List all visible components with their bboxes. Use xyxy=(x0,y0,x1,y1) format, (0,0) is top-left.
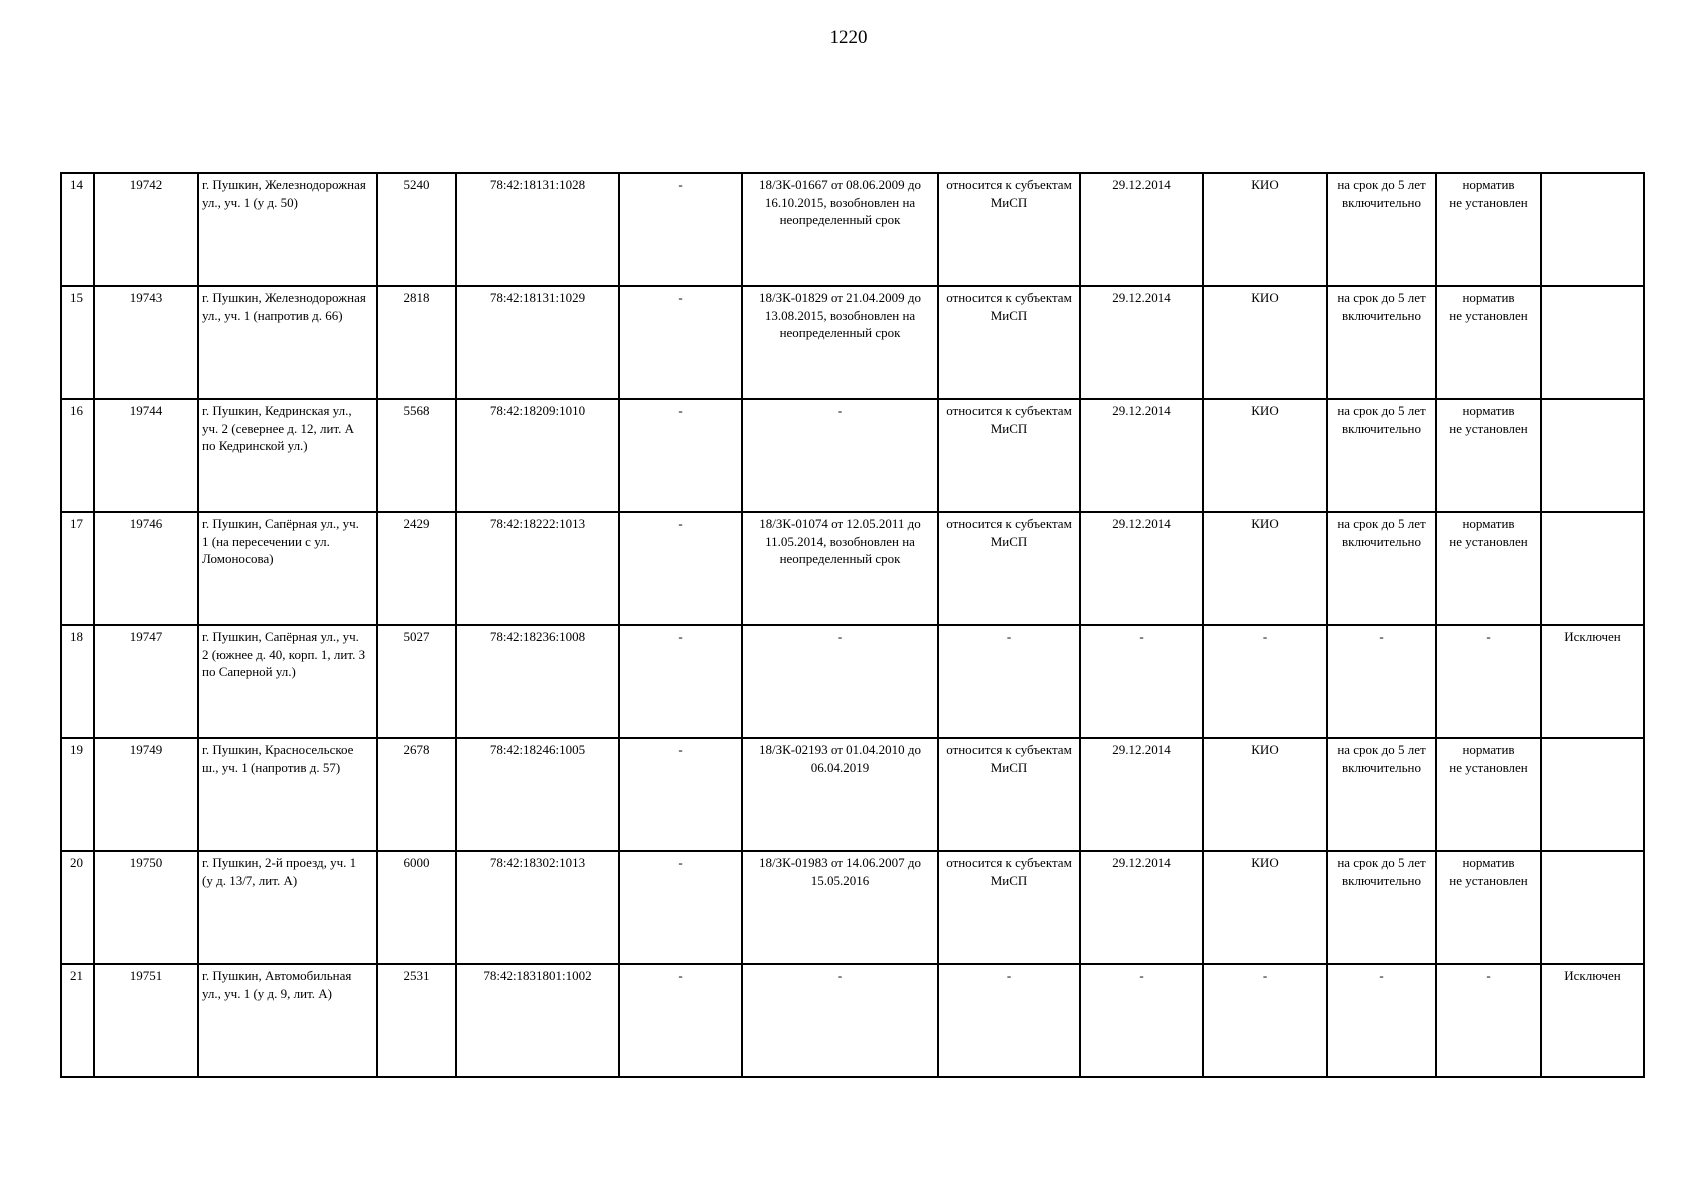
row-number-cell: 19 xyxy=(61,738,94,851)
note-cell xyxy=(1541,738,1644,851)
date-cell: - xyxy=(1080,625,1203,738)
date-cell: 29.12.2014 xyxy=(1080,173,1203,286)
note-cell xyxy=(1541,851,1644,964)
area-cell: 5027 xyxy=(377,625,456,738)
note-cell: Исключен xyxy=(1541,625,1644,738)
row-number-cell: 21 xyxy=(61,964,94,1077)
norm-cell: норматив не установлен xyxy=(1436,851,1541,964)
cadastral-number-cell: 78:42:18209:1010 xyxy=(456,399,619,512)
date-cell: - xyxy=(1080,964,1203,1077)
row-number-cell: 20 xyxy=(61,851,94,964)
object-id-cell: 19743 xyxy=(94,286,198,399)
area-cell: 6000 xyxy=(377,851,456,964)
norm-cell: норматив не установлен xyxy=(1436,173,1541,286)
table-row xyxy=(61,173,1644,286)
authority-cell: КИО xyxy=(1203,851,1327,964)
cadastral-number-cell: 78:42:1831801:1002 xyxy=(456,964,619,1077)
lease-agreement-cell: 18/ЗК-02193 от 01.04.2010 до 06.04.2019 xyxy=(742,738,938,851)
category-cell: относится к субъектам МиСП xyxy=(938,512,1080,625)
address-cell: г. Пушкин, Железнодорожная ул., уч. 1 (напротив д. 66) xyxy=(198,286,377,399)
date-cell: 29.12.2014 xyxy=(1080,399,1203,512)
row-number-cell: 14 xyxy=(61,173,94,286)
category-cell: относится к субъектам МиСП xyxy=(938,173,1080,286)
date-cell: 29.12.2014 xyxy=(1080,286,1203,399)
table-row xyxy=(61,286,1644,399)
row-number-cell: 16 xyxy=(61,399,94,512)
lease-agreement-cell: - xyxy=(742,964,938,1077)
norm-cell: норматив не установлен xyxy=(1436,738,1541,851)
dash-cell: - xyxy=(619,512,742,625)
date-cell: 29.12.2014 xyxy=(1080,851,1203,964)
category-cell: относится к субъектам МиСП xyxy=(938,738,1080,851)
lease-agreement-cell: - xyxy=(742,625,938,738)
table-row xyxy=(61,851,1644,964)
table-row xyxy=(61,399,1644,512)
object-id-cell: 19749 xyxy=(94,738,198,851)
object-id-cell: 19750 xyxy=(94,851,198,964)
norm-cell: норматив не установлен xyxy=(1436,512,1541,625)
dash-cell: - xyxy=(619,625,742,738)
category-cell: - xyxy=(938,625,1080,738)
address-cell: г. Пушкин, Сапёрная ул., уч. 1 (на пересечении с ул. Ломоносова) xyxy=(198,512,377,625)
address-cell: г. Пушкин, Красносельское ш., уч. 1 (напротив д. 57) xyxy=(198,738,377,851)
authority-cell: КИО xyxy=(1203,173,1327,286)
norm-cell: - xyxy=(1436,625,1541,738)
dash-cell: - xyxy=(619,964,742,1077)
object-id-cell: 19747 xyxy=(94,625,198,738)
object-id-cell: 19744 xyxy=(94,399,198,512)
dash-cell: - xyxy=(619,286,742,399)
area-cell: 2818 xyxy=(377,286,456,399)
lease-agreement-cell: 18/ЗК-01667 от 08.06.2009 до 16.10.2015, возобновлен на неопределенный срок xyxy=(742,173,938,286)
address-cell: г. Пушкин, Кедринская ул., уч. 2 (севернее д. 12, лит. А по Кедринской ул.) xyxy=(198,399,377,512)
area-cell: 5568 xyxy=(377,399,456,512)
object-id-cell: 19751 xyxy=(94,964,198,1077)
lease-agreement-cell: 18/ЗК-01829 от 21.04.2009 до 13.08.2015, возобновлен на неопределенный срок xyxy=(742,286,938,399)
date-cell: 29.12.2014 xyxy=(1080,738,1203,851)
authority-cell: - xyxy=(1203,964,1327,1077)
row-number-cell: 18 xyxy=(61,625,94,738)
row-number-cell: 15 xyxy=(61,286,94,399)
date-cell: 29.12.2014 xyxy=(1080,512,1203,625)
lease-agreement-cell: - xyxy=(742,399,938,512)
cadastral-number-cell: 78:42:18222:1013 xyxy=(456,512,619,625)
note-cell xyxy=(1541,512,1644,625)
area-cell: 5240 xyxy=(377,173,456,286)
category-cell: относится к субъектам МиСП xyxy=(938,399,1080,512)
term-cell: - xyxy=(1327,625,1436,738)
dash-cell: - xyxy=(619,738,742,851)
category-cell: - xyxy=(938,964,1080,1077)
page-number: 1220 xyxy=(829,27,868,48)
cadastral-number-cell: 78:42:18246:1005 xyxy=(456,738,619,851)
cadastral-number-cell: 78:42:18131:1029 xyxy=(456,286,619,399)
term-cell: на срок до 5 лет включительно xyxy=(1327,399,1436,512)
area-cell: 2678 xyxy=(377,738,456,851)
address-cell: г. Пушкин, 2-й проезд, уч. 1 (у д. 13/7, лит. А) xyxy=(198,851,377,964)
norm-cell: - xyxy=(1436,964,1541,1077)
term-cell: - xyxy=(1327,964,1436,1077)
dash-cell: - xyxy=(619,173,742,286)
object-id-cell: 19742 xyxy=(94,173,198,286)
dash-cell: - xyxy=(619,851,742,964)
area-cell: 2531 xyxy=(377,964,456,1077)
table-row xyxy=(61,625,1644,738)
address-cell: г. Пушкин, Сапёрная ул., уч. 2 (южнее д. 40, корп. 1, лит. З по Саперной ул.) xyxy=(198,625,377,738)
term-cell: на срок до 5 лет включительно xyxy=(1327,738,1436,851)
term-cell: на срок до 5 лет включительно xyxy=(1327,851,1436,964)
table-row xyxy=(61,738,1644,851)
term-cell: на срок до 5 лет включительно xyxy=(1327,286,1436,399)
authority-cell: КИО xyxy=(1203,399,1327,512)
note-cell xyxy=(1541,286,1644,399)
area-cell: 2429 xyxy=(377,512,456,625)
category-cell: относится к субъектам МиСП xyxy=(938,286,1080,399)
norm-cell: норматив не установлен xyxy=(1436,286,1541,399)
row-number-cell: 17 xyxy=(61,512,94,625)
address-cell: г. Пушкин, Железнодорожная ул., уч. 1 (у д. 50) xyxy=(198,173,377,286)
note-cell: Исключен xyxy=(1541,964,1644,1077)
authority-cell: КИО xyxy=(1203,286,1327,399)
term-cell: на срок до 5 лет включительно xyxy=(1327,173,1436,286)
cadastral-number-cell: 78:42:18302:1013 xyxy=(456,851,619,964)
norm-cell: норматив не установлен xyxy=(1436,399,1541,512)
authority-cell: - xyxy=(1203,625,1327,738)
land-plots-table xyxy=(60,172,1645,1078)
dash-cell: - xyxy=(619,399,742,512)
note-cell xyxy=(1541,173,1644,286)
note-cell xyxy=(1541,399,1644,512)
object-id-cell: 19746 xyxy=(94,512,198,625)
table-row xyxy=(61,512,1644,625)
term-cell: на срок до 5 лет включительно xyxy=(1327,512,1436,625)
lease-agreement-cell: 18/ЗК-01074 от 12.05.2011 до 11.05.2014, возобновлен на неопределенный срок xyxy=(742,512,938,625)
cadastral-number-cell: 78:42:18131:1028 xyxy=(456,173,619,286)
authority-cell: КИО xyxy=(1203,512,1327,625)
authority-cell: КИО xyxy=(1203,738,1327,851)
table-row xyxy=(61,964,1644,1077)
cadastral-number-cell: 78:42:18236:1008 xyxy=(456,625,619,738)
category-cell: относится к субъектам МиСП xyxy=(938,851,1080,964)
address-cell: г. Пушкин, Автомобильная ул., уч. 1 (у д. 9, лит. А) xyxy=(198,964,377,1077)
lease-agreement-cell: 18/ЗК-01983 от 14.06.2007 до 15.05.2016 xyxy=(742,851,938,964)
